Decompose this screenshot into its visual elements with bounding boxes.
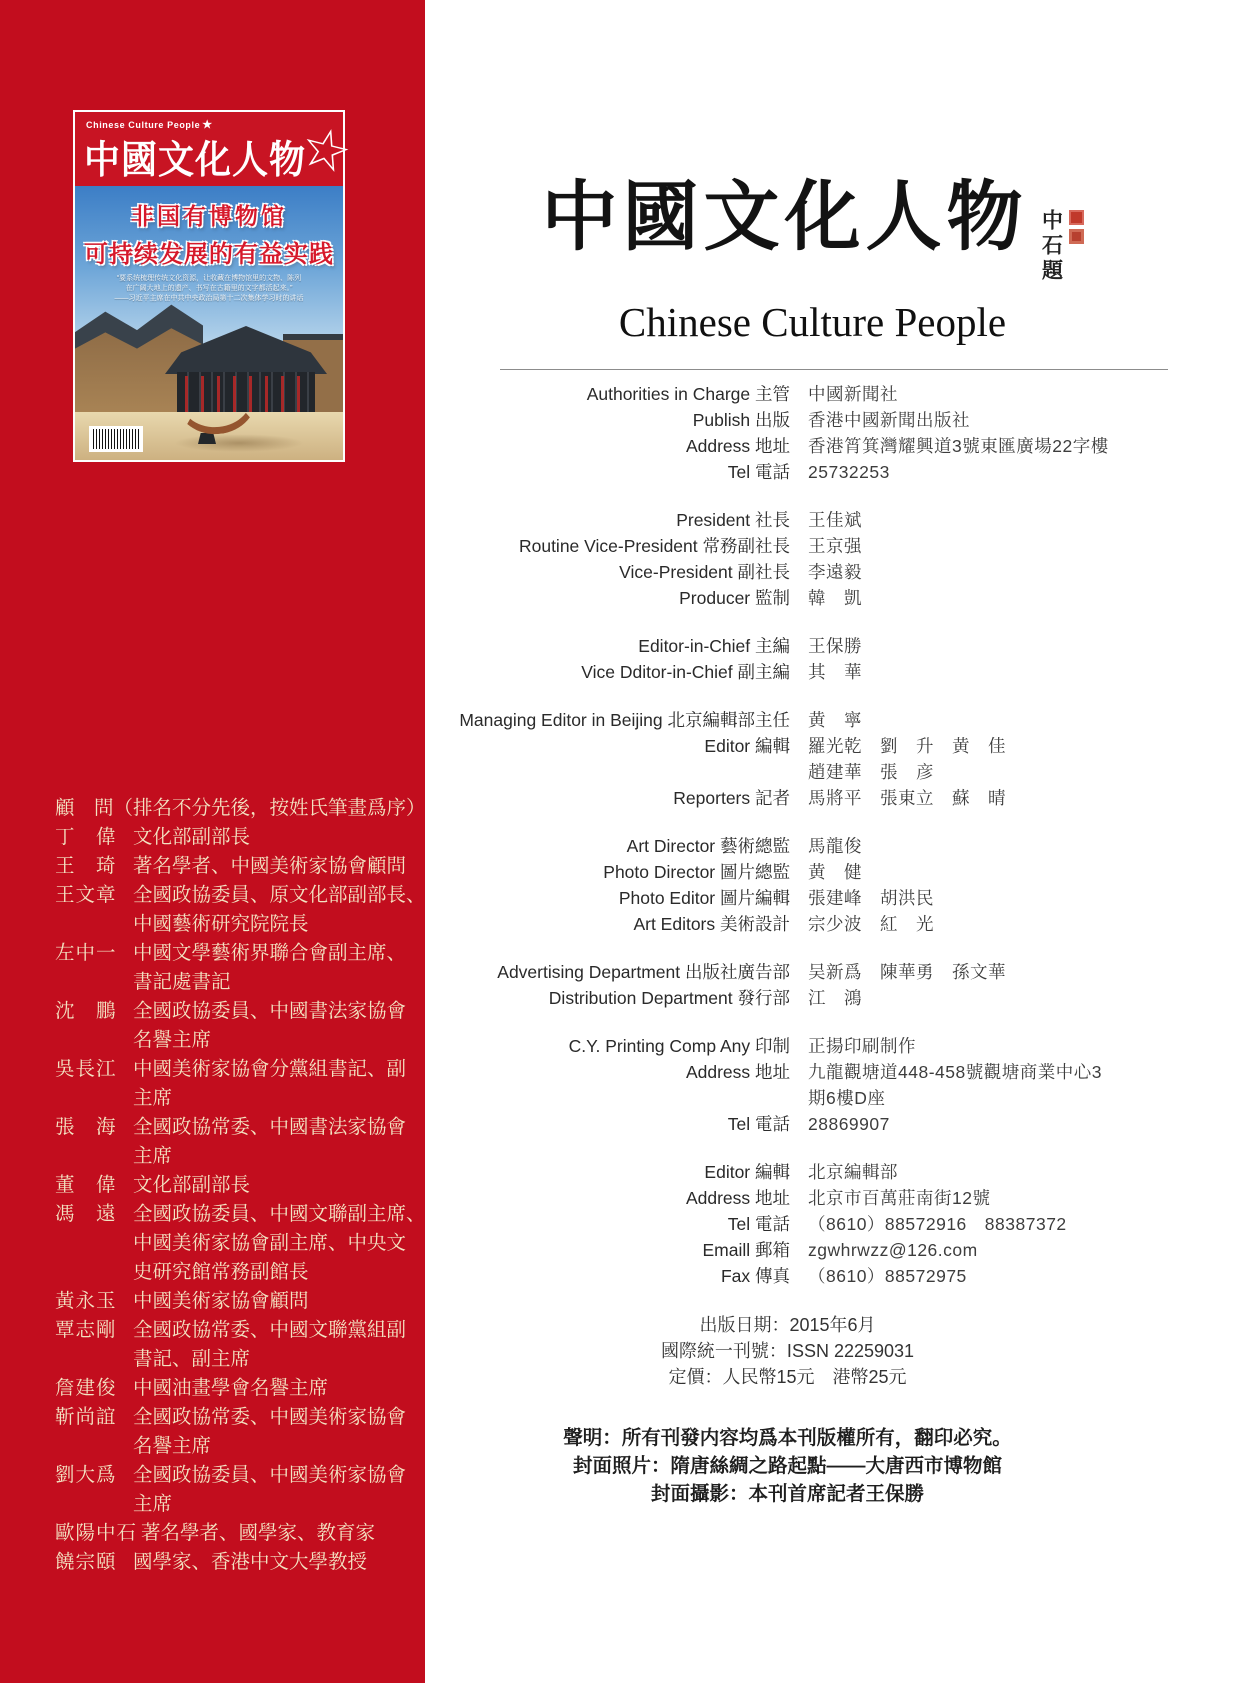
advisor-name: 沈 鵬 bbox=[55, 1000, 117, 1022]
masthead-chinese-title: 中國文化人物 bbox=[541, 172, 1028, 261]
staff-value-line: 王保勝 bbox=[808, 636, 862, 656]
staff-role-label: Tel 電話 bbox=[727, 1114, 790, 1134]
advisor-title-line: 全國政協委員、原文化部副部長、 bbox=[133, 884, 426, 906]
staff-value-line: 吴新爲 陳華勇 孫文華 bbox=[808, 962, 1006, 982]
staff-row bbox=[425, 1211, 1215, 1237]
staff-value-line: 王京强 bbox=[808, 536, 862, 556]
advisor-title-line: 全國政協常委、中國文聯黨組副 bbox=[133, 1319, 407, 1341]
staff-role-label: Distribution Department 發行部 bbox=[548, 988, 790, 1008]
staff-value-line: 25732253 bbox=[808, 462, 890, 482]
advisor-name: 王 琦 bbox=[55, 855, 117, 877]
advisor-title-line: 國學家、香港中文大學教授 bbox=[133, 1551, 368, 1573]
advisor-title-line: 史研究館常務副館長 bbox=[133, 1261, 309, 1283]
advisors-section bbox=[55, 794, 426, 1577]
advisor-name: 覃志剛 bbox=[55, 1319, 117, 1341]
staff-row bbox=[425, 1185, 1215, 1211]
advisor-title bbox=[133, 1403, 406, 1461]
staff-value-line: 馬龍俊 bbox=[808, 836, 862, 856]
staff-value-line: 王佳斌 bbox=[808, 510, 862, 530]
staff-value bbox=[808, 859, 862, 885]
advisor-title-line: 書記處書記 bbox=[133, 971, 231, 993]
cover-masthead: 中國文化人物 bbox=[84, 138, 307, 183]
staff-value bbox=[808, 633, 862, 659]
staff-value bbox=[808, 507, 862, 533]
cover-quote-line: 在广阔大地上的遗产、书写在古籍里的文字都活起来。” bbox=[125, 285, 293, 292]
advisor-title bbox=[133, 1200, 426, 1287]
advisor-entry bbox=[55, 1403, 415, 1461]
advisor-entry bbox=[55, 1113, 415, 1171]
staff-role-label: Fax 傳真 bbox=[720, 1266, 790, 1286]
cover-photo bbox=[75, 186, 343, 460]
staff-value-line: 北京編輯部 bbox=[808, 1162, 898, 1182]
staff-role-label: Tel 電話 bbox=[727, 462, 790, 482]
staff-role-label: Managing Editor in Beijing 北京編輯部主任 bbox=[459, 710, 790, 730]
advisor-title-line: 全國政協常委、中國美術家協會 bbox=[133, 1406, 407, 1428]
staff-value-line: （8610）88572916 88387372 bbox=[808, 1214, 1067, 1234]
publication-info-line: 定價：人民幣15元 港幣25元 bbox=[668, 1367, 907, 1387]
declaration-block bbox=[425, 1424, 1150, 1508]
seal-icon bbox=[1069, 210, 1084, 225]
advisor-title-line: 著名學者、中國美術家協會顧問 bbox=[133, 855, 407, 877]
staff-row bbox=[425, 507, 1215, 533]
staff-role-label: Routine Vice-President 常務副社長 bbox=[518, 536, 790, 556]
staff-role-label: Tel 電話 bbox=[727, 1214, 790, 1234]
cover-tagline-text: Chinese Culture People bbox=[86, 120, 201, 130]
advisor-title-line: 主席 bbox=[133, 1145, 173, 1167]
staff-role-label: Photo Director 圖片總監 bbox=[603, 862, 790, 882]
staff-value bbox=[808, 1059, 1102, 1111]
signature-text: 中石題 bbox=[1039, 208, 1063, 284]
staff-value bbox=[808, 1237, 978, 1263]
staff-value-line: 黄 寧 bbox=[808, 710, 862, 730]
cover-headline-line1: 非国有博物馆 bbox=[131, 204, 287, 230]
staff-value bbox=[808, 1159, 898, 1185]
staff-value-line: zgwhrwzz@126.com bbox=[808, 1240, 978, 1260]
staff-role-label: Vice Dditor-in-Chief 副主編 bbox=[581, 662, 790, 682]
declaration-line: 封面攝影：本刊首席記者王保勝 bbox=[650, 1483, 924, 1505]
staff-row bbox=[425, 533, 1215, 559]
staff-value bbox=[808, 985, 862, 1011]
advisor-entry bbox=[55, 852, 415, 881]
staff-group bbox=[425, 707, 1215, 811]
staff-value-line: 趙建華 張 彦 bbox=[808, 762, 934, 782]
staff-role-label: Photo Editor 圖片編輯 bbox=[618, 888, 790, 908]
staff-group bbox=[425, 507, 1215, 611]
advisor-title bbox=[133, 1374, 328, 1403]
barcode bbox=[89, 426, 143, 452]
advisor-title-line: 主席 bbox=[133, 1087, 173, 1109]
staff-value-line: 江 鴻 bbox=[808, 988, 862, 1008]
publication-info bbox=[425, 1312, 1150, 1390]
advisor-title-line: 主席 bbox=[133, 1493, 173, 1515]
staff-row bbox=[425, 785, 1215, 811]
cover-quote bbox=[75, 274, 343, 304]
advisor-title-line: 全國政協委員、中國文聯副主席、 bbox=[133, 1203, 426, 1225]
advisor-title bbox=[133, 939, 406, 997]
sculpture-shadow bbox=[174, 434, 304, 452]
cover-headline bbox=[75, 198, 343, 269]
staff-row bbox=[425, 885, 1215, 911]
advisor-title bbox=[133, 1461, 406, 1519]
advisor-title-line: 全國政協委員、中國美術家協會 bbox=[133, 1464, 407, 1486]
advisor-entry bbox=[55, 939, 415, 997]
staff-value bbox=[808, 785, 1006, 811]
advisor-title bbox=[133, 1055, 406, 1113]
staff-value bbox=[808, 1263, 967, 1289]
advisor-name: 王文章 bbox=[55, 884, 117, 906]
staff-value-line: 九龍觀塘道448-458號觀塘商業中心3 bbox=[808, 1062, 1102, 1082]
staff-role-label: Address 地址 bbox=[685, 436, 790, 456]
declaration-line: 聲明：所有刊發内容均爲本刊版權所有，翻印必究。 bbox=[563, 1427, 1012, 1449]
big-star-icon: ☆ bbox=[294, 112, 358, 187]
staff-role-label: Editor-in-Chief 主編 bbox=[638, 636, 790, 656]
advisor-entry bbox=[55, 1374, 415, 1403]
advisor-entry bbox=[55, 1316, 415, 1374]
advisor-name: 丁 偉 bbox=[55, 826, 117, 848]
staff-value-line: 李遠毅 bbox=[808, 562, 862, 582]
staff-value bbox=[808, 1185, 990, 1211]
masthead bbox=[425, 168, 1200, 346]
advisor-entry bbox=[55, 823, 415, 852]
advisor-entry bbox=[55, 1519, 415, 1548]
advisor-entry bbox=[55, 1171, 415, 1200]
advisor-title-line: 中國美術家協會副主席、中央文 bbox=[133, 1232, 407, 1254]
magazine-cover bbox=[73, 110, 358, 462]
advisor-name: 吳長江 bbox=[55, 1058, 117, 1080]
staff-value bbox=[808, 559, 862, 585]
staff-value bbox=[808, 659, 862, 685]
staff-role-label: President 社長 bbox=[676, 510, 790, 530]
staff-value-line: 黄 健 bbox=[808, 862, 862, 882]
staff-value bbox=[808, 707, 862, 733]
advisor-name: 董 偉 bbox=[55, 1174, 117, 1196]
advisor-title-line: 中國藝術研究院院長 bbox=[133, 913, 309, 935]
staff-role-label: Art Director 藝術總監 bbox=[626, 836, 790, 856]
staff-role-label: Address 地址 bbox=[685, 1062, 790, 1082]
advisor-title-line: 著名學者、國學家、教育家 bbox=[141, 1522, 376, 1544]
advisor-title-line: 全國政協常委、中國書法家協會 bbox=[133, 1116, 407, 1138]
advisors-header: 顧 問（排名不分先後，按姓氏筆畫爲序） bbox=[55, 797, 426, 819]
advisor-title bbox=[133, 1287, 309, 1316]
declaration-line: 封面照片：隋唐絲綢之路起點——大唐西市博物館 bbox=[572, 1455, 1002, 1477]
staff-role-label: Editor 編輯 bbox=[704, 1162, 790, 1182]
staff-value-line: 馬將平 張東立 蘇 晴 bbox=[808, 788, 1006, 808]
advisor-title-line: 中國油畫學會名譽主席 bbox=[133, 1377, 329, 1399]
advisor-title-line: 中國美術家協會顧問 bbox=[133, 1290, 309, 1312]
staff-row bbox=[425, 1059, 1215, 1111]
staff-row bbox=[425, 1159, 1215, 1185]
staff-value bbox=[808, 733, 1006, 785]
advisor-name: 靳尚誼 bbox=[55, 1406, 117, 1428]
staff-value-line: 張建峰 胡洪民 bbox=[808, 888, 934, 908]
staff-value bbox=[808, 433, 1109, 459]
staff-value bbox=[808, 585, 862, 611]
advisor-title-line: 書記、副主席 bbox=[133, 1348, 251, 1370]
staff-value-line: 其 華 bbox=[808, 662, 862, 682]
cover-quote-line: ——习近平主席在中共中央政治局第十二次集体学习时的讲话 bbox=[114, 295, 304, 302]
staff-row bbox=[425, 1263, 1215, 1289]
staff-row bbox=[425, 959, 1215, 985]
advisor-title-line: 中國文學藝術界聯合會副主席、 bbox=[133, 942, 407, 964]
advisor-title-line: 名譽主席 bbox=[133, 1435, 212, 1457]
advisor-name: 歐陽中石 bbox=[55, 1522, 138, 1544]
left-red-sidebar bbox=[0, 0, 425, 1683]
advisor-title-line: 文化部副部長 bbox=[133, 1174, 251, 1196]
advisor-entry bbox=[55, 1461, 415, 1519]
staff-row bbox=[425, 433, 1215, 459]
staff-group bbox=[425, 959, 1215, 1011]
staff-value-line: 28869907 bbox=[808, 1114, 890, 1134]
publication-info-line: 國際統一刊號：ISSN 22259031 bbox=[660, 1341, 915, 1361]
staff-value bbox=[808, 407, 970, 433]
advisor-name: 左中一 bbox=[55, 942, 117, 964]
advisor-entry bbox=[55, 997, 415, 1055]
staff-role-label: Address 地址 bbox=[685, 1188, 790, 1208]
barcode-stripes bbox=[93, 429, 139, 449]
advisor-name: 馮 遠 bbox=[55, 1203, 117, 1225]
staff-role-label: Advertising Department 出版社廣告部 bbox=[497, 962, 790, 982]
staff-group bbox=[425, 1159, 1215, 1289]
advisor-entry bbox=[55, 1287, 415, 1316]
staff-group bbox=[425, 633, 1215, 685]
staff-role-label: Vice-President 副社長 bbox=[619, 562, 790, 582]
advisor-entry bbox=[55, 1200, 426, 1287]
staff-row bbox=[425, 859, 1215, 885]
staff-role-label: Producer 監制 bbox=[679, 588, 790, 608]
staff-value-line: 北京市百萬莊南街12號 bbox=[808, 1188, 991, 1208]
staff-role-label: Art Editors 美術設計 bbox=[633, 914, 790, 934]
star-icon: ★ bbox=[202, 119, 213, 131]
calligrapher-signature bbox=[1036, 194, 1084, 298]
advisor-title bbox=[133, 1171, 250, 1200]
staff-group bbox=[425, 381, 1215, 485]
horizontal-divider bbox=[500, 369, 1168, 370]
staff-value-line: 香港筲箕灣耀興道3號東匯廣場22字樓 bbox=[808, 436, 1109, 456]
advisor-title bbox=[133, 997, 406, 1055]
staff-value bbox=[808, 885, 934, 911]
seal-icon bbox=[1069, 229, 1084, 244]
staff-value-line: 韓 凱 bbox=[808, 588, 862, 608]
advisor-entry bbox=[55, 1548, 415, 1577]
staff-row bbox=[425, 633, 1215, 659]
advisor-title bbox=[141, 1519, 375, 1548]
advisor-name: 黃永玉 bbox=[55, 1290, 117, 1312]
staff-row bbox=[425, 407, 1215, 433]
masthead-row bbox=[542, 168, 1084, 298]
staff-row bbox=[425, 459, 1215, 485]
cover-header bbox=[75, 112, 358, 187]
staff-row bbox=[425, 1111, 1215, 1137]
staff-row bbox=[425, 585, 1215, 611]
staff-role-label: C.Y. Printing Comp Any 印制 bbox=[568, 1036, 790, 1056]
seal-stamps bbox=[1069, 210, 1084, 298]
publication-info-line: 出版日期：2015年6月 bbox=[699, 1315, 876, 1335]
staff-row bbox=[425, 707, 1215, 733]
advisor-title-line: 中國美術家協會分黨組書記、副 bbox=[133, 1058, 407, 1080]
advisor-name: 詹建俊 bbox=[55, 1377, 117, 1399]
staff-value-line: 香港中國新聞出版社 bbox=[808, 410, 970, 430]
staff-group bbox=[425, 1033, 1215, 1137]
cover-headline-line2: 可持续发展的有益实践 bbox=[84, 240, 334, 268]
advisor-name: 饒宗頤 bbox=[55, 1551, 117, 1573]
advisor-title bbox=[133, 1113, 406, 1171]
staff-group bbox=[425, 833, 1215, 937]
staff-row bbox=[425, 559, 1215, 585]
staff-row bbox=[425, 659, 1215, 685]
staff-value-line: 正揚印刷制作 bbox=[808, 1036, 916, 1056]
staff-value bbox=[808, 1111, 890, 1137]
staff-listing bbox=[425, 381, 1215, 1311]
staff-row bbox=[425, 911, 1215, 937]
masthead-english-title: Chinese Culture People bbox=[618, 299, 1007, 345]
staff-value bbox=[808, 911, 934, 937]
staff-row bbox=[425, 833, 1215, 859]
advisor-title bbox=[133, 881, 426, 939]
sculpture-base bbox=[198, 433, 216, 444]
staff-row bbox=[425, 381, 1215, 407]
staff-row bbox=[425, 1033, 1215, 1059]
staff-value-line: （8610）88572975 bbox=[808, 1266, 967, 1286]
staff-row bbox=[425, 733, 1215, 785]
staff-role-label: Authorities in Charge 主管 bbox=[586, 384, 790, 404]
advisor-title bbox=[133, 1316, 406, 1374]
staff-role-label: Emaill 郵箱 bbox=[702, 1240, 790, 1260]
staff-value-line: 中國新聞社 bbox=[808, 384, 898, 404]
staff-role-label: Publish 出版 bbox=[692, 410, 790, 430]
advisor-title-line: 全國政協委員、中國書法家協會 bbox=[133, 1000, 407, 1022]
advisor-title bbox=[133, 823, 250, 852]
staff-value bbox=[808, 959, 1006, 985]
staff-value bbox=[808, 459, 890, 485]
staff-row bbox=[425, 985, 1215, 1011]
staff-value-line: 宗少波 紅 光 bbox=[808, 914, 934, 934]
staff-value bbox=[808, 1211, 1067, 1237]
advisor-title-line: 名譽主席 bbox=[133, 1029, 212, 1051]
cover-quote-line: “要系统梳理传统文化资源，让收藏在博物馆里的文物、陈列 bbox=[116, 275, 302, 282]
advisor-title bbox=[133, 852, 406, 881]
advisor-name: 張 海 bbox=[55, 1116, 117, 1138]
staff-row bbox=[425, 1237, 1215, 1263]
advisor-entry bbox=[55, 1055, 415, 1113]
advisor-entry bbox=[55, 881, 426, 939]
advisor-list bbox=[55, 823, 426, 1577]
staff-role-label: Editor 編輯 bbox=[704, 736, 790, 756]
staff-value bbox=[808, 1033, 916, 1059]
staff-value bbox=[808, 533, 862, 559]
advisor-name: 劉大爲 bbox=[55, 1464, 117, 1486]
staff-value-line: 期6樓D座 bbox=[808, 1088, 886, 1108]
staff-value bbox=[808, 381, 898, 407]
advisor-title-line: 文化部副部長 bbox=[133, 826, 251, 848]
staff-role-label: Reporters 記者 bbox=[673, 788, 790, 808]
staff-value-line: 羅光乾 劉 升 黄 佳 bbox=[808, 736, 1006, 756]
staff-value bbox=[808, 833, 862, 859]
advisor-title bbox=[133, 1548, 367, 1577]
